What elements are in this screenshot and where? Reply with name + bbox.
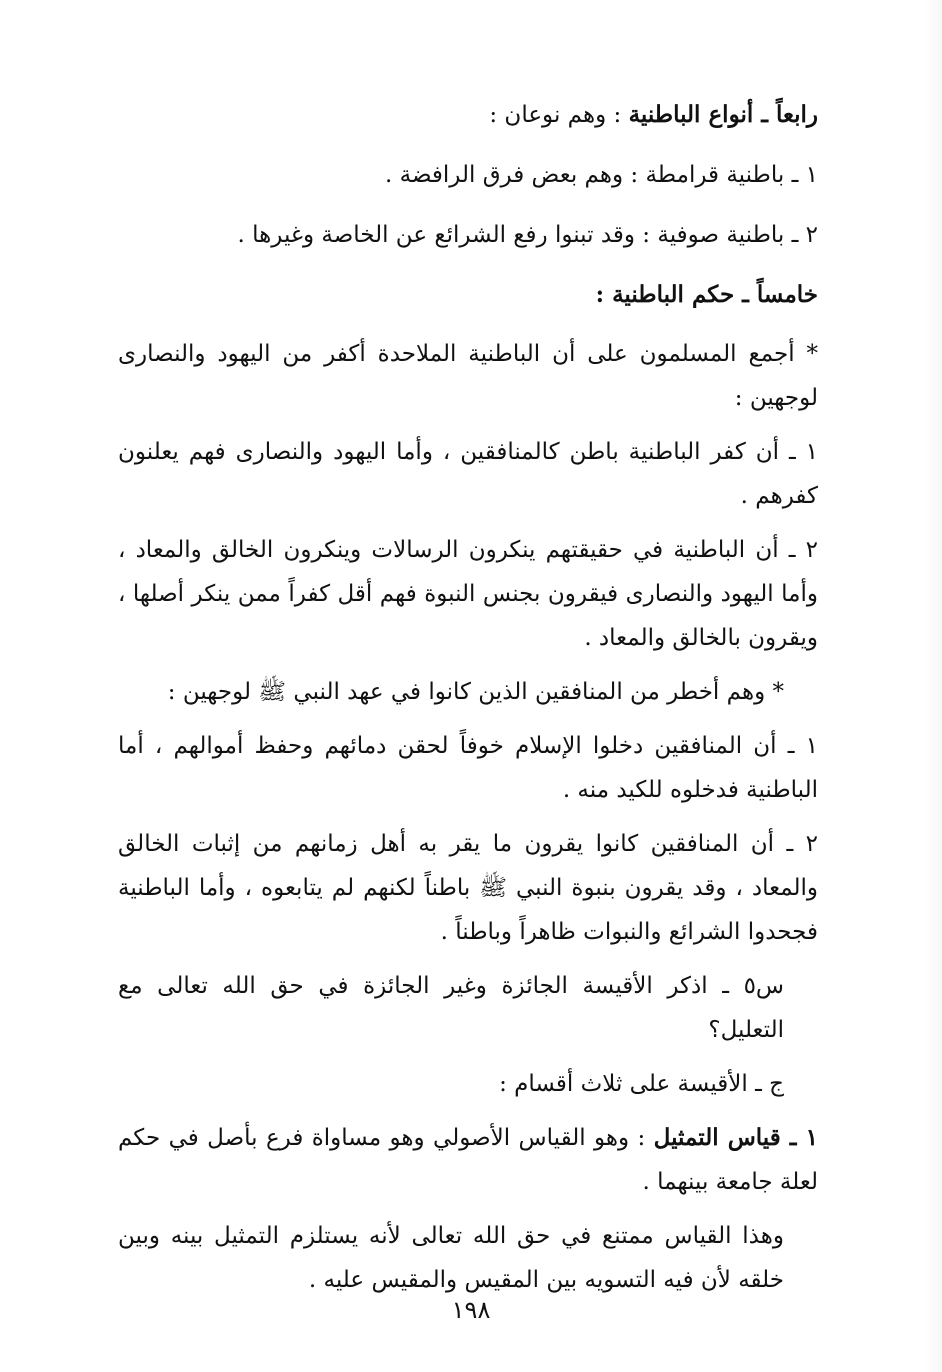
page-content	[118, 92, 818, 1312]
section-four-title: رابعاً ـ أنواع الباطنية	[628, 101, 818, 128]
consensus-paragraph: * أجمع المسلمون على أن الباطنية الملاحدة أكفر من اليهود والنصارى لوجهين :	[118, 341, 818, 411]
analogy-item-one-label: ١ ـ قياس التمثيل	[653, 1124, 819, 1151]
danger-two-paragraph: ٢ ـ أن المنافقين كانوا يقرون ما يقر به أهل زمانهم من إثبات الخالق والمعاد ، وقد يقرون بنبوة النبي ﷺ باطناً لكنهم لم يتابعوه ، وأما الباطنية فجحدوا الشرائع والنبوات ظاهراً وباطناً .	[118, 831, 818, 945]
question-five: س٥ ـ اذكر الأقيسة الجائزة وغير الجائزة في حق الله تعالى مع التعليل؟	[118, 973, 784, 1043]
analogy-item-one-text: : وهو القياس الأصولي وهو مساواة فرع بأصل في حكم لعلة جامعة بينهما .	[118, 1125, 818, 1195]
section-four-subtitle: : وهم نوعان :	[489, 102, 622, 128]
analogy-note: وهذا القياس ممتنع في حق الله تعالى لأنه يستلزم التمثيل بينه وبين خلقه لأن فيه التسويه بين المقيس والمقيس عليه .	[118, 1223, 784, 1293]
danger-one-paragraph: ١ ـ أن المنافقين دخلوا الإسلام خوفاً لحقن دمائهم وحفظ أموالهم ، أما الباطنية فدخلوه للكيد منه .	[118, 733, 818, 803]
reason-two-paragraph: ٢ ـ أن الباطنية في حقيقتهم ينكرون الرسالات وينكرون الخالق والمعاد ، وأما اليهود والنصارى فيقرون بجنس النبوة فهم أقل كفراً ممن ينكر أصلها ، ويقرون بالخالق والمعاد .	[118, 537, 818, 651]
analogy-item-one	[118, 1116, 818, 1204]
page-number: ١٩٨	[451, 1296, 491, 1324]
section-four-heading-line	[118, 92, 818, 138]
section-four-item-one: ١ ـ باطنية قرامطة : وهم بعض فرق الرافضة .	[385, 162, 818, 188]
answer-intro: ج ـ الأقيسة على ثلاث أقسام :	[499, 1071, 784, 1097]
reason-one-paragraph: ١ ـ أن كفر الباطنية باطن كالمنافقين ، وأما اليهود والنصارى فهم يعلنون كفرهم .	[118, 439, 818, 509]
section-five-title: خامساً ـ حكم الباطنية :	[595, 281, 818, 308]
section-four-item-two: ٢ ـ باطنية صوفية : وقد تبنوا رفع الشرائع عن الخاصة وغيرها .	[237, 222, 818, 248]
scan-edge-shadow	[924, 0, 942, 1372]
danger-heading: * وهم أخطر من المنافقين الذين كانوا في عهد النبي ﷺ لوجهين :	[167, 679, 784, 705]
